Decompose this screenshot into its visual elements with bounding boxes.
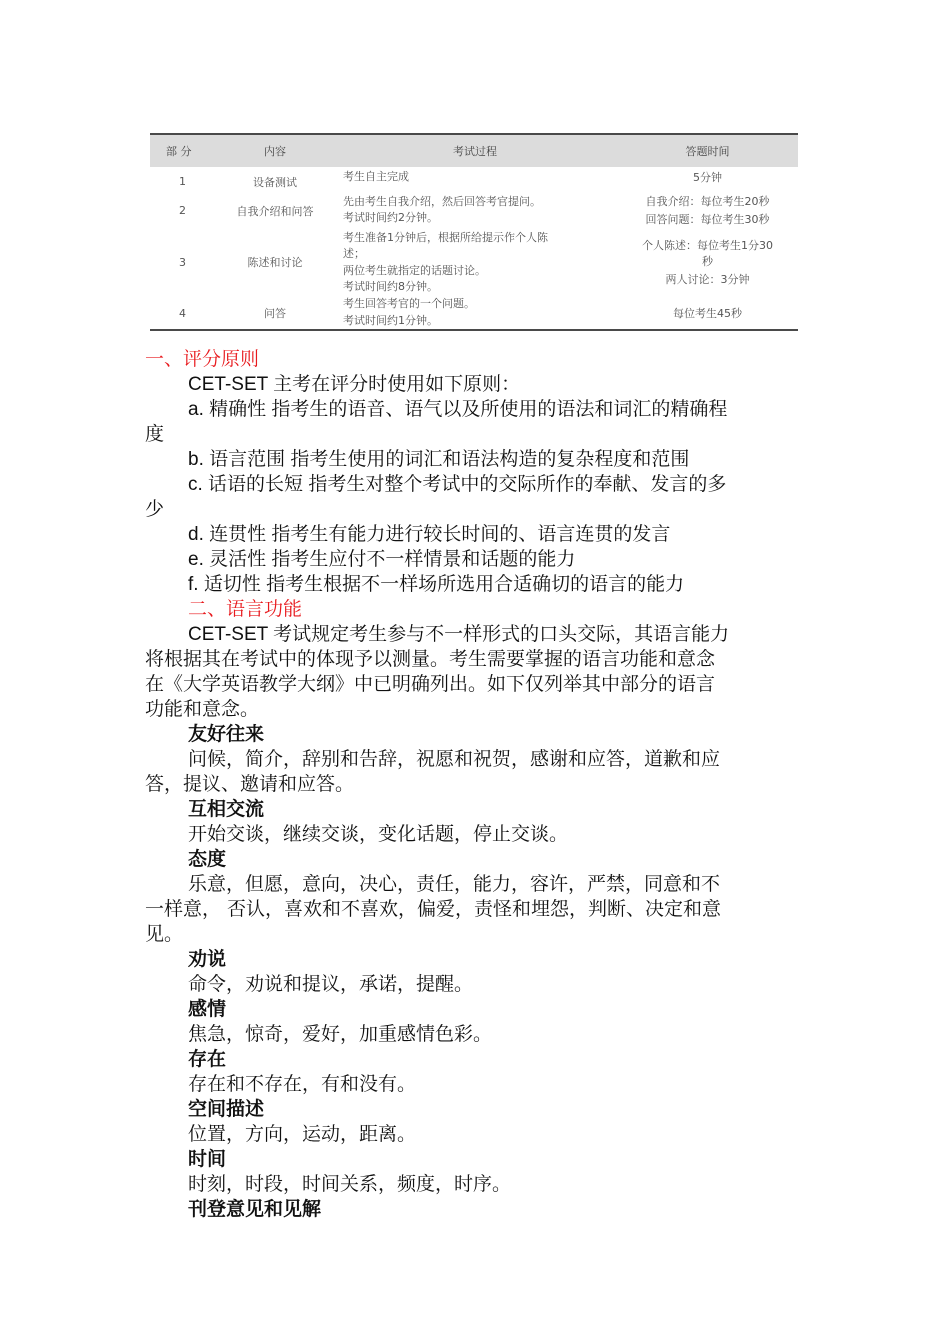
criterion-c-line2: 少	[145, 498, 165, 520]
function-time-line1: 时刻，时段，时间关系，频度，时序。	[188, 1173, 512, 1195]
row3-process-1: 考生准备1分钟后，根据所给提示作个人陈	[343, 231, 548, 244]
row4-process-2: 考试时间约1分钟。	[343, 314, 438, 327]
row4-part: 4	[179, 307, 186, 320]
criterion-c-line1: c. 话语的长短 指考生对整个考试中的交际所作的奉献、发言的多	[188, 474, 727, 495]
row3-part: 3	[179, 256, 186, 269]
section2-intro-line4: 功能和意念。	[145, 698, 260, 720]
row2-content: 自我介绍和问答	[236, 205, 314, 218]
section2-title: 二、语言功能	[188, 598, 303, 620]
row1-content: 设备测试	[253, 176, 297, 189]
row1-process: 考生自主完成	[343, 170, 409, 183]
function-heading-exchange: 互相交流	[188, 799, 265, 820]
row3-process-3: 两位考生就指定的话题讨论。	[343, 264, 486, 277]
function-emotion-line1: 焦急，惊奇，爱好，加重感情色彩。	[188, 1023, 493, 1045]
function-exchange-line1: 开始交谈，继续交谈，变化话题，停止交谈。	[188, 823, 569, 845]
row3-process-4: 考试时间约8分钟。	[343, 280, 438, 293]
header-part: 部 分	[166, 145, 192, 158]
section1-intro: CET-SET 主考在评分时使用如下原则：	[188, 374, 521, 395]
function-heading-social: 友好往来	[188, 724, 265, 745]
criterion-b: b. 语言范围 指考生使用的词汇和语法构造的复杂程度和范围	[188, 449, 690, 470]
table-bottom-rule	[150, 329, 798, 331]
row3-time-2: 秒	[702, 255, 713, 268]
criterion-a-line1: a. 精确性 指考生的语音、语气以及所使用的语法和词汇的精确程	[188, 399, 728, 420]
function-heading-existence: 存在	[188, 1049, 227, 1070]
criterion-a-line2: 度	[145, 423, 165, 445]
function-social-line1: 问候，简介，辞别和告辞，祝愿和祝贺，感谢和应答，道歉和应	[188, 748, 721, 770]
function-social-line2: 答，提议、邀请和应答。	[145, 773, 355, 795]
function-existence-line1: 存在和不存在，有和没有。	[188, 1073, 417, 1095]
function-persuasion-line1: 命令，劝说和提议，承诺，提醒。	[188, 973, 474, 995]
exam-format-table	[150, 133, 798, 331]
function-heading-space: 空间描述	[188, 1099, 265, 1120]
row2-process-1: 先由考生自我介绍，然后回答考官提问。	[343, 195, 541, 208]
section2-intro-line2: 将根据其在考试中的体现予以测量。考生需要掌握的语言功能和意念	[145, 648, 716, 670]
function-heading-emotion: 感情	[188, 999, 227, 1020]
criterion-d: d. 连贯性 指考生有能力进行较长时间的、语言连贯的发言	[188, 524, 671, 545]
section2-intro-line3: 在《大学英语教学大纲》中已明确列出。如下仅列举其中部分的语言	[145, 673, 716, 695]
row1-part: 1	[179, 175, 186, 188]
function-heading-opinion: 刊登意见和见解	[188, 1199, 322, 1220]
function-space-line1: 位置，方向，运动，距离。	[188, 1123, 417, 1145]
row3-content: 陈述和讨论	[247, 256, 303, 269]
row4-process-1: 考生回答考官的一个问题。	[343, 297, 475, 310]
section1-title: 一、评分原则	[145, 348, 260, 370]
row2-process-2: 考试时间约2分钟。	[343, 211, 438, 224]
row4-time: 每位考生45秒	[673, 307, 742, 320]
function-heading-time: 时间	[188, 1149, 227, 1170]
row3-time-1: 个人陈述：每位考生1分30	[642, 239, 773, 252]
section2-intro-line1: CET-SET 考试规定考生参与不一样形式的口头交际，其语言能力	[188, 624, 730, 645]
function-heading-persuasion: 劝说	[188, 949, 227, 970]
header-process: 考试过程	[453, 145, 497, 158]
criterion-e: e. 灵活性 指考生应付不一样情景和话题的能力	[188, 549, 576, 570]
header-content: 内容	[264, 145, 286, 158]
row2-time-1: 自我介绍：每位考生20秒	[645, 195, 770, 208]
row1-time: 5分钟	[693, 171, 722, 184]
row4-content: 问答	[264, 307, 286, 320]
header-time: 答题时间	[685, 145, 730, 158]
criterion-f: f. 适切性 指考生根据不一样场所选用合适确切的语言的能力	[188, 574, 685, 595]
row3-process-2: 述；	[343, 247, 365, 260]
function-heading-attitude: 态度	[188, 849, 227, 870]
row3-time-3: 两人讨论：3分钟	[665, 273, 750, 286]
row2-time-2: 回答问题：每位考生30秒	[645, 213, 770, 226]
row2-part: 2	[179, 204, 186, 217]
function-attitude-line2: 一样意， 否认，喜欢和不喜欢，偏爱，责怪和埋怨，判断、决定和意	[145, 898, 722, 920]
function-attitude-line1: 乐意，但愿，意向，决心，责任，能力，容许，严禁，同意和不	[188, 873, 721, 895]
function-attitude-line3: 见。	[145, 923, 184, 945]
